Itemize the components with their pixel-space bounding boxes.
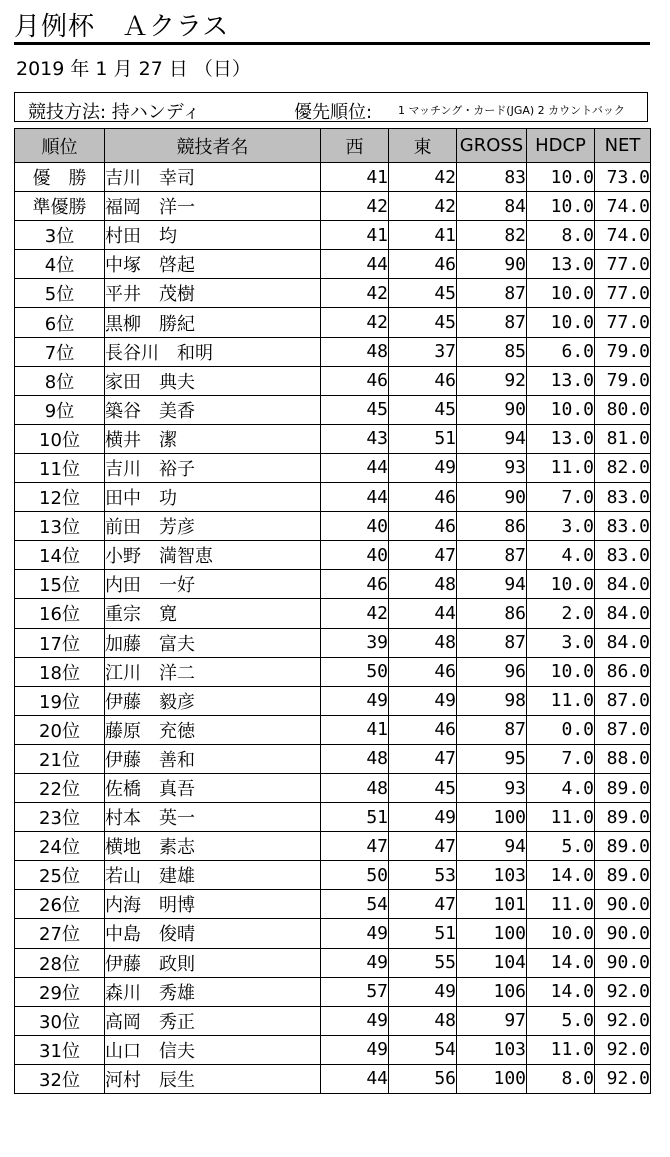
gross-score-cell: 83 (457, 163, 527, 192)
rank-cell: 11位 (15, 453, 105, 482)
rank-cell: 準優勝 (15, 192, 105, 221)
handicap-cell: 11.0 (527, 890, 595, 919)
player-name-cell: 重宗 寛 (105, 599, 321, 628)
table-row (15, 744, 651, 773)
table-row (15, 395, 651, 424)
gross-score-cell: 93 (457, 453, 527, 482)
east-score-cell: 45 (389, 773, 457, 802)
net-score-cell: 92.0 (595, 1064, 651, 1093)
handicap-cell: 14.0 (527, 861, 595, 890)
header-net: NET (595, 129, 651, 163)
gross-score-cell: 86 (457, 599, 527, 628)
east-score-cell: 41 (389, 221, 457, 250)
rank-cell: 12位 (15, 483, 105, 512)
west-score-cell: 49 (321, 919, 389, 948)
east-score-cell: 56 (389, 1064, 457, 1093)
gross-score-cell: 106 (457, 977, 527, 1006)
gross-score-cell: 87 (457, 541, 527, 570)
rank-cell: 21位 (15, 744, 105, 773)
handicap-cell: 11.0 (527, 453, 595, 482)
table-row (15, 948, 651, 977)
page-title: 月例杯 Ａクラス (14, 12, 230, 42)
gross-score-cell: 101 (457, 890, 527, 919)
player-name-cell: 若山 建雄 (105, 861, 321, 890)
west-score-cell: 41 (321, 163, 389, 192)
player-name-cell: 河村 辰生 (105, 1064, 321, 1093)
table-row (15, 773, 651, 802)
net-score-cell: 77.0 (595, 279, 651, 308)
net-score-cell: 89.0 (595, 832, 651, 861)
east-score-cell: 46 (389, 483, 457, 512)
east-score-cell: 46 (389, 715, 457, 744)
net-score-cell: 92.0 (595, 1035, 651, 1064)
table-row (15, 919, 651, 948)
east-score-cell: 51 (389, 919, 457, 948)
table-row (15, 570, 651, 599)
gross-score-cell: 100 (457, 1064, 527, 1093)
gross-score-cell: 100 (457, 803, 527, 832)
east-score-cell: 47 (389, 541, 457, 570)
west-score-cell: 44 (321, 1064, 389, 1093)
net-score-cell: 89.0 (595, 803, 651, 832)
player-name-cell: 田中 功 (105, 483, 321, 512)
table-row (15, 337, 651, 366)
handicap-cell: 11.0 (527, 803, 595, 832)
net-score-cell: 79.0 (595, 337, 651, 366)
player-name-cell: 山口 信夫 (105, 1035, 321, 1064)
rank-cell: 10位 (15, 424, 105, 453)
handicap-cell: 3.0 (527, 628, 595, 657)
west-score-cell: 54 (321, 890, 389, 919)
player-name-cell: 小野 満智恵 (105, 541, 321, 570)
east-score-cell: 44 (389, 599, 457, 628)
handicap-cell: 7.0 (527, 744, 595, 773)
rank-cell: 14位 (15, 541, 105, 570)
gross-score-cell: 104 (457, 948, 527, 977)
player-name-cell: 横井 潔 (105, 424, 321, 453)
net-score-cell: 77.0 (595, 308, 651, 337)
player-name-cell: 森川 秀雄 (105, 977, 321, 1006)
gross-score-cell: 90 (457, 395, 527, 424)
player-name-cell: 伊藤 善和 (105, 744, 321, 773)
table-row (15, 453, 651, 482)
results-table (14, 128, 651, 1094)
rank-cell: 28位 (15, 948, 105, 977)
rank-cell: 24位 (15, 832, 105, 861)
west-score-cell: 43 (321, 424, 389, 453)
table-row (15, 163, 651, 192)
table-row (15, 686, 651, 715)
table-row (15, 861, 651, 890)
west-score-cell: 45 (321, 395, 389, 424)
handicap-cell: 10.0 (527, 395, 595, 424)
east-score-cell: 48 (389, 628, 457, 657)
player-name-cell: 前田 芳彦 (105, 512, 321, 541)
west-score-cell: 42 (321, 279, 389, 308)
player-name-cell: 福岡 洋一 (105, 192, 321, 221)
rank-cell: 23位 (15, 803, 105, 832)
west-score-cell: 57 (321, 977, 389, 1006)
table-row (15, 541, 651, 570)
gross-score-cell: 95 (457, 744, 527, 773)
table-row (15, 977, 651, 1006)
player-name-cell: 長谷川 和明 (105, 337, 321, 366)
rank-cell: 7位 (15, 337, 105, 366)
handicap-cell: 10.0 (527, 163, 595, 192)
rank-cell: 4位 (15, 250, 105, 279)
handicap-cell: 6.0 (527, 337, 595, 366)
east-score-cell: 55 (389, 948, 457, 977)
rank-cell: 15位 (15, 570, 105, 599)
header-hdcp: HDCP (527, 129, 595, 163)
rank-cell: 19位 (15, 686, 105, 715)
table-row (15, 424, 651, 453)
west-score-cell: 48 (321, 773, 389, 802)
east-score-cell: 53 (389, 861, 457, 890)
player-name-cell: 江川 洋二 (105, 657, 321, 686)
handicap-cell: 14.0 (527, 977, 595, 1006)
player-name-cell: 内田 一好 (105, 570, 321, 599)
net-score-cell: 86.0 (595, 657, 651, 686)
handicap-cell: 10.0 (527, 919, 595, 948)
gross-score-cell: 94 (457, 832, 527, 861)
east-score-cell: 47 (389, 744, 457, 773)
priority-label: 優先順位: (294, 102, 373, 123)
handicap-cell: 10.0 (527, 192, 595, 221)
net-score-cell: 83.0 (595, 512, 651, 541)
west-score-cell: 42 (321, 308, 389, 337)
west-score-cell: 49 (321, 948, 389, 977)
west-score-cell: 50 (321, 657, 389, 686)
net-score-cell: 83.0 (595, 541, 651, 570)
net-score-cell: 74.0 (595, 192, 651, 221)
player-name-cell: 横地 素志 (105, 832, 321, 861)
west-score-cell: 46 (321, 366, 389, 395)
handicap-cell: 5.0 (527, 1006, 595, 1035)
gross-score-cell: 103 (457, 1035, 527, 1064)
gross-score-cell: 94 (457, 424, 527, 453)
gross-score-cell: 97 (457, 1006, 527, 1035)
handicap-cell: 11.0 (527, 686, 595, 715)
east-score-cell: 46 (389, 250, 457, 279)
table-row (15, 221, 651, 250)
gross-score-cell: 90 (457, 483, 527, 512)
title-underline (14, 42, 650, 45)
rank-cell: 16位 (15, 599, 105, 628)
player-name-cell: 佐橋 真吾 (105, 773, 321, 802)
table-header-row (15, 129, 651, 163)
west-score-cell: 44 (321, 483, 389, 512)
rank-cell: 13位 (15, 512, 105, 541)
table-row (15, 192, 651, 221)
east-score-cell: 42 (389, 163, 457, 192)
net-score-cell: 90.0 (595, 919, 651, 948)
player-name-cell: 家田 典夫 (105, 366, 321, 395)
gross-score-cell: 100 (457, 919, 527, 948)
gross-score-cell: 82 (457, 221, 527, 250)
west-score-cell: 46 (321, 570, 389, 599)
east-score-cell: 54 (389, 1035, 457, 1064)
player-name-cell: 黒柳 勝紀 (105, 308, 321, 337)
player-name-cell: 中島 俊晴 (105, 919, 321, 948)
player-name-cell: 伊藤 毅彦 (105, 686, 321, 715)
player-name-cell: 加藤 富夫 (105, 628, 321, 657)
east-score-cell: 49 (389, 686, 457, 715)
east-score-cell: 37 (389, 337, 457, 366)
player-name-cell: 藤原 充徳 (105, 715, 321, 744)
net-score-cell: 84.0 (595, 599, 651, 628)
east-score-cell: 46 (389, 512, 457, 541)
handicap-cell: 10.0 (527, 657, 595, 686)
net-score-cell: 87.0 (595, 686, 651, 715)
west-score-cell: 40 (321, 512, 389, 541)
table-row (15, 1064, 651, 1093)
gross-score-cell: 98 (457, 686, 527, 715)
west-score-cell: 48 (321, 337, 389, 366)
west-score-cell: 50 (321, 861, 389, 890)
rank-cell: 29位 (15, 977, 105, 1006)
gross-score-cell: 103 (457, 861, 527, 890)
west-score-cell: 41 (321, 221, 389, 250)
rank-cell: 17位 (15, 628, 105, 657)
net-score-cell: 89.0 (595, 861, 651, 890)
table-row (15, 512, 651, 541)
table-row (15, 890, 651, 919)
rank-cell: 5位 (15, 279, 105, 308)
table-row (15, 483, 651, 512)
gross-score-cell: 85 (457, 337, 527, 366)
east-score-cell: 47 (389, 890, 457, 919)
table-row (15, 803, 651, 832)
rank-cell: 優 勝 (15, 163, 105, 192)
priority-detail: 1 マッチング・カード(JGA) 2 カウントバック (398, 104, 625, 117)
net-score-cell: 92.0 (595, 977, 651, 1006)
table-row (15, 657, 651, 686)
west-score-cell: 41 (321, 715, 389, 744)
table-row (15, 1006, 651, 1035)
handicap-cell: 4.0 (527, 541, 595, 570)
east-score-cell: 45 (389, 308, 457, 337)
event-date: 2019 年 1 月 27 日 （日） (16, 58, 251, 80)
rank-cell: 31位 (15, 1035, 105, 1064)
handicap-cell: 10.0 (527, 570, 595, 599)
net-score-cell: 90.0 (595, 948, 651, 977)
table-row (15, 366, 651, 395)
player-name-cell: 中塚 啓起 (105, 250, 321, 279)
header-gross: GROSS (457, 129, 527, 163)
table-row (15, 279, 651, 308)
gross-score-cell: 84 (457, 192, 527, 221)
gross-score-cell: 96 (457, 657, 527, 686)
handicap-cell: 8.0 (527, 221, 595, 250)
east-score-cell: 42 (389, 192, 457, 221)
table-row (15, 628, 651, 657)
table-row (15, 599, 651, 628)
handicap-cell: 13.0 (527, 250, 595, 279)
east-score-cell: 48 (389, 570, 457, 599)
rank-cell: 25位 (15, 861, 105, 890)
east-score-cell: 49 (389, 453, 457, 482)
handicap-cell: 13.0 (527, 424, 595, 453)
east-score-cell: 49 (389, 977, 457, 1006)
east-score-cell: 51 (389, 424, 457, 453)
net-score-cell: 80.0 (595, 395, 651, 424)
rank-cell: 26位 (15, 890, 105, 919)
rank-cell: 22位 (15, 773, 105, 802)
west-score-cell: 47 (321, 832, 389, 861)
net-score-cell: 84.0 (595, 570, 651, 599)
handicap-cell: 4.0 (527, 773, 595, 802)
handicap-cell: 0.0 (527, 715, 595, 744)
player-name-cell: 平井 茂樹 (105, 279, 321, 308)
player-name-cell: 内海 明博 (105, 890, 321, 919)
west-score-cell: 51 (321, 803, 389, 832)
handicap-cell: 5.0 (527, 832, 595, 861)
header-rank: 順位 (15, 129, 105, 163)
gross-score-cell: 87 (457, 308, 527, 337)
table-row (15, 250, 651, 279)
rank-cell: 3位 (15, 221, 105, 250)
gross-score-cell: 87 (457, 279, 527, 308)
player-name-cell: 高岡 秀正 (105, 1006, 321, 1035)
east-score-cell: 46 (389, 366, 457, 395)
player-name-cell: 村本 英一 (105, 803, 321, 832)
west-score-cell: 49 (321, 1006, 389, 1035)
player-name-cell: 築谷 美香 (105, 395, 321, 424)
header-player-name: 競技者名 (105, 129, 321, 163)
player-name-cell: 吉川 幸司 (105, 163, 321, 192)
east-score-cell: 47 (389, 832, 457, 861)
header-west: 西 (321, 129, 389, 163)
table-row (15, 1035, 651, 1064)
rank-cell: 30位 (15, 1006, 105, 1035)
west-score-cell: 49 (321, 1035, 389, 1064)
west-score-cell: 49 (321, 686, 389, 715)
rank-cell: 18位 (15, 657, 105, 686)
table-row (15, 308, 651, 337)
net-score-cell: 84.0 (595, 628, 651, 657)
gross-score-cell: 86 (457, 512, 527, 541)
rank-cell: 9位 (15, 395, 105, 424)
header-east: 東 (389, 129, 457, 163)
west-score-cell: 44 (321, 250, 389, 279)
handicap-cell: 10.0 (527, 308, 595, 337)
east-score-cell: 46 (389, 657, 457, 686)
net-score-cell: 87.0 (595, 715, 651, 744)
net-score-cell: 79.0 (595, 366, 651, 395)
west-score-cell: 44 (321, 453, 389, 482)
handicap-cell: 13.0 (527, 366, 595, 395)
rank-cell: 8位 (15, 366, 105, 395)
player-name-cell: 伊藤 政則 (105, 948, 321, 977)
net-score-cell: 90.0 (595, 890, 651, 919)
rank-cell: 32位 (15, 1064, 105, 1093)
east-score-cell: 45 (389, 395, 457, 424)
table-row (15, 715, 651, 744)
west-score-cell: 40 (321, 541, 389, 570)
handicap-cell: 14.0 (527, 948, 595, 977)
net-score-cell: 81.0 (595, 424, 651, 453)
rank-cell: 6位 (15, 308, 105, 337)
table-row (15, 832, 651, 861)
rank-cell: 20位 (15, 715, 105, 744)
rank-cell: 27位 (15, 919, 105, 948)
net-score-cell: 73.0 (595, 163, 651, 192)
west-score-cell: 39 (321, 628, 389, 657)
gross-score-cell: 87 (457, 715, 527, 744)
net-score-cell: 77.0 (595, 250, 651, 279)
net-score-cell: 83.0 (595, 483, 651, 512)
west-score-cell: 48 (321, 744, 389, 773)
handicap-cell: 10.0 (527, 279, 595, 308)
net-score-cell: 89.0 (595, 773, 651, 802)
handicap-cell: 2.0 (527, 599, 595, 628)
east-score-cell: 45 (389, 279, 457, 308)
handicap-cell: 7.0 (527, 483, 595, 512)
net-score-cell: 82.0 (595, 453, 651, 482)
east-score-cell: 49 (389, 803, 457, 832)
competition-method: 競技方法: 持ハンディ (28, 102, 201, 123)
gross-score-cell: 94 (457, 570, 527, 599)
gross-score-cell: 92 (457, 366, 527, 395)
net-score-cell: 92.0 (595, 1006, 651, 1035)
west-score-cell: 42 (321, 192, 389, 221)
net-score-cell: 88.0 (595, 744, 651, 773)
west-score-cell: 42 (321, 599, 389, 628)
gross-score-cell: 93 (457, 773, 527, 802)
player-name-cell: 吉川 裕子 (105, 453, 321, 482)
gross-score-cell: 87 (457, 628, 527, 657)
handicap-cell: 3.0 (527, 512, 595, 541)
net-score-cell: 74.0 (595, 221, 651, 250)
handicap-cell: 8.0 (527, 1064, 595, 1093)
east-score-cell: 48 (389, 1006, 457, 1035)
player-name-cell: 村田 均 (105, 221, 321, 250)
handicap-cell: 11.0 (527, 1035, 595, 1064)
gross-score-cell: 90 (457, 250, 527, 279)
